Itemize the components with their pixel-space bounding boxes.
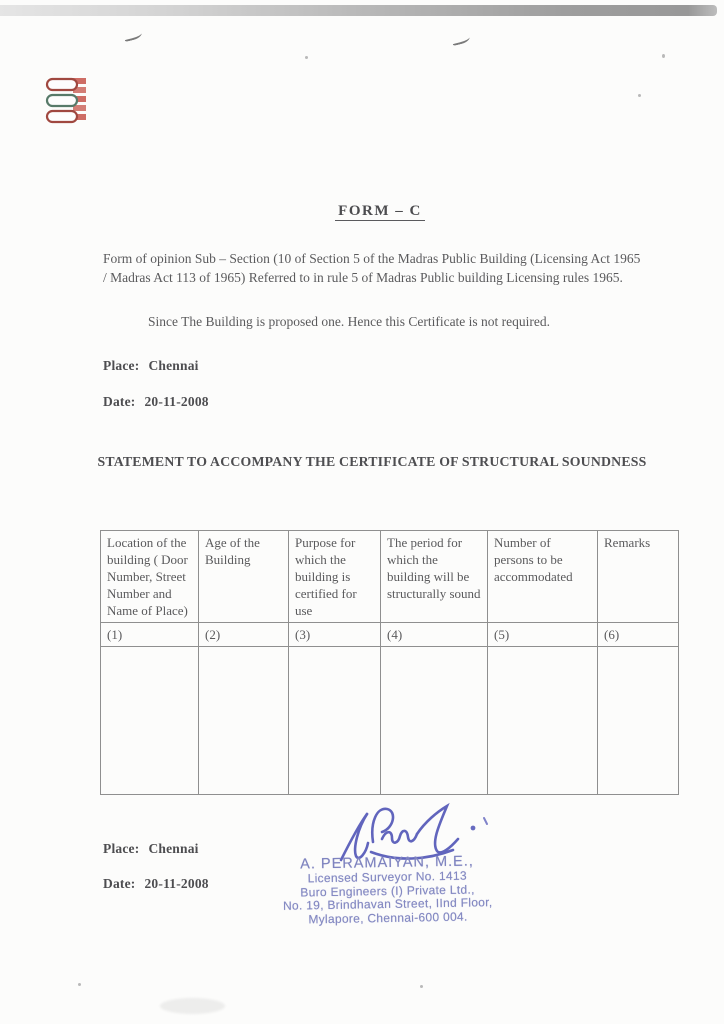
place-value: Chennai: [148, 358, 199, 373]
date-value: 20-11-2008: [144, 876, 209, 891]
table-header-cell: The period for which the building will be structurally sound: [381, 531, 488, 623]
table-header-cell: Purpose for which the building is certified for use: [289, 531, 381, 623]
date-label: Date:: [103, 876, 136, 891]
table-header-cell: Location of the building ( Door Number, Street Number and Name of Place): [101, 531, 199, 623]
table-index-cell: (3): [289, 623, 381, 647]
buro-engineers-logo: [44, 76, 90, 128]
statement-heading: STATEMENT TO ACCOMPANY THE CERTIFICATE OF STRUCTURAL SOUNDNESS: [97, 454, 647, 469]
form-title: FORM – C: [100, 203, 660, 220]
intro-paragraph: Form of opinion Sub – Section (10 of Section 5 of the Madras Public Building (Licensing Act 1965 / Madras Act 113 of 1965) Referred to in rule 5 of Madras Public building Licensing rules 1965.: [103, 251, 641, 285]
table-index-row: [101, 623, 679, 647]
pen-mark: [451, 34, 470, 46]
logo-bars: [47, 79, 77, 122]
table-index-cell: (2): [199, 623, 289, 647]
place-value: Chennai: [148, 841, 199, 856]
scan-speck: [638, 94, 641, 97]
pen-mark: [123, 30, 142, 42]
date-line-top: [103, 394, 209, 410]
table-header-cell: Number of persons to be accommodated: [488, 531, 598, 623]
date-value: 20-11-2008: [144, 394, 209, 409]
place-label: Place:: [103, 841, 140, 856]
table-index-cell: (1): [101, 623, 199, 647]
date-label: Date:: [103, 394, 136, 409]
table-index-cell: (4): [381, 623, 488, 647]
stamp-city: Mylapore, Chennai-600 004.: [308, 909, 468, 926]
surveyor-stamp: [254, 853, 520, 928]
table-header-row: [101, 531, 679, 623]
scan-speck: [305, 56, 308, 59]
table-header-cell: Remarks: [598, 531, 679, 623]
note-line: Since The Building is proposed one. Hence this Certificate is not required.: [148, 314, 551, 329]
table-index-cell: (5): [488, 623, 598, 647]
structural-soundness-table: [100, 530, 679, 795]
stamp-street: No. 19, Brindhavan Street, IInd Floor,: [282, 895, 493, 913]
table-empty-cell: [101, 647, 199, 795]
table-empty-cell: [199, 647, 289, 795]
stamp-name: A. PERAMAIYAN, M.E.,: [300, 853, 474, 873]
place-label: Place:: [103, 358, 140, 373]
scan-artifact-bar: [0, 5, 717, 16]
table-empty-cell: [289, 647, 381, 795]
scan-speck: [662, 54, 665, 58]
place-line-bottom: [103, 841, 199, 857]
table-header-cell: Age of the Building: [199, 531, 289, 623]
table-index-cell: (6): [598, 623, 679, 647]
scan-speck: [420, 985, 423, 988]
table-empty-cell: [598, 647, 679, 795]
scan-smudge: [160, 998, 225, 1014]
table-empty-cell: [488, 647, 598, 795]
table-empty-row: [101, 647, 679, 795]
stamp-company: Buro Engineers (I) Private Ltd.,: [300, 881, 475, 900]
place-line-top: [103, 358, 199, 374]
scan-speck: [78, 983, 81, 986]
table-empty-cell: [381, 647, 488, 795]
date-line-bottom: [103, 876, 209, 892]
stamp-license: Licensed Surveyor No. 1413: [307, 868, 467, 886]
